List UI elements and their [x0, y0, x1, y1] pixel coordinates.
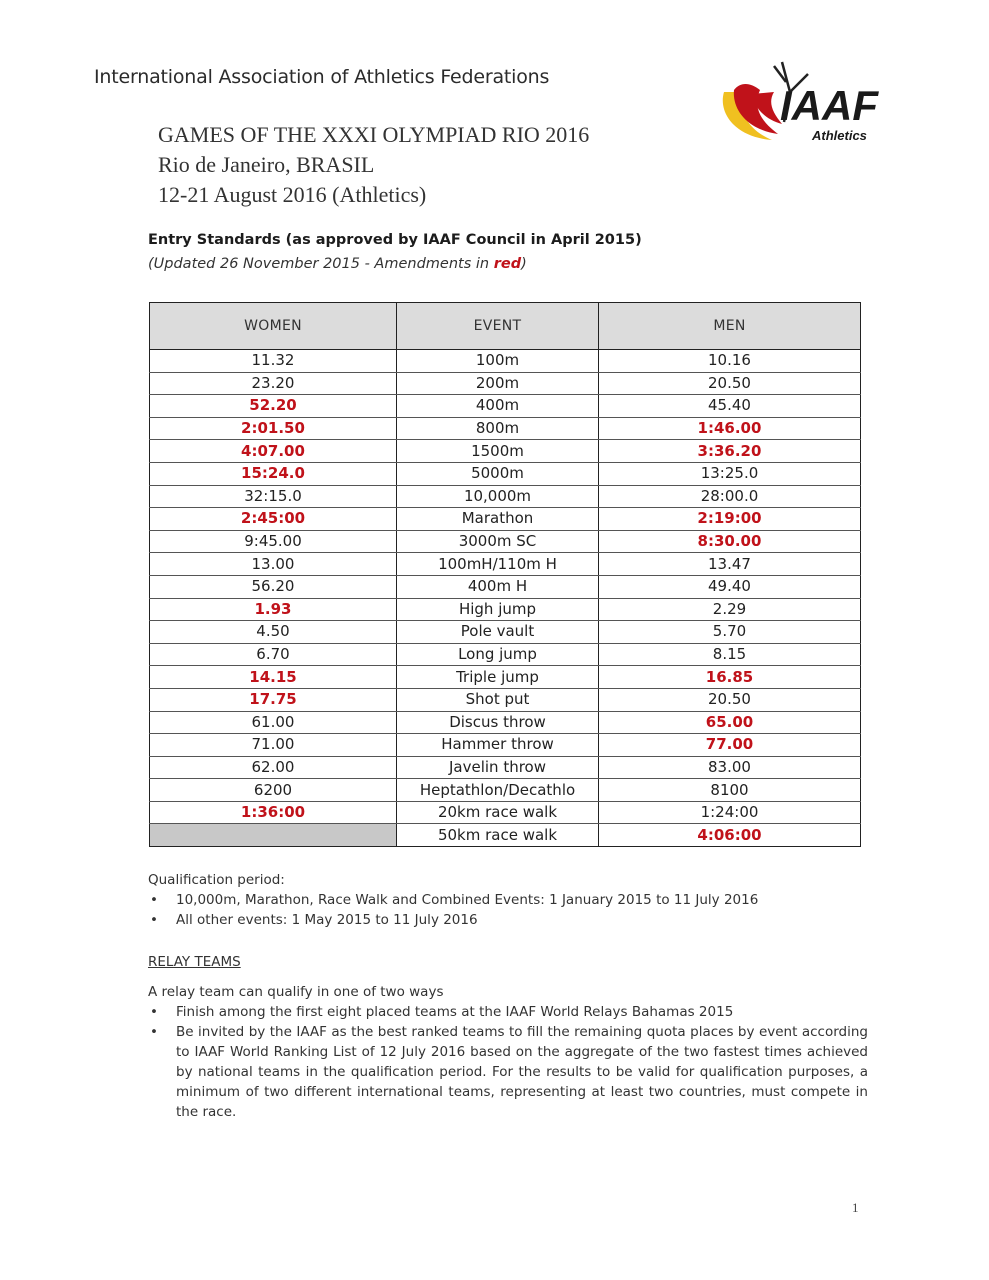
table-row	[150, 485, 861, 508]
table-row	[150, 734, 861, 757]
event-name-cell: 20km race walk	[397, 801, 599, 824]
table-row	[150, 372, 861, 395]
table-row	[150, 575, 861, 598]
men-standard-cell: 1:24:00	[599, 801, 861, 824]
event-name-cell: 200m	[397, 372, 599, 395]
men-standard-cell: 20.50	[599, 372, 861, 395]
table-row	[150, 711, 861, 734]
logo-subtext: Athletics	[812, 128, 867, 143]
women-standard-cell: 13.00	[150, 553, 397, 576]
event-name-cell: Marathon	[397, 508, 599, 531]
subtitle-red-word: red	[493, 256, 522, 272]
bullet-dot: •	[150, 892, 158, 908]
event-name-cell: 100m	[397, 350, 599, 373]
men-standard-cell: 8:30.00	[599, 530, 861, 553]
event-name-cell: 1500m	[397, 440, 599, 463]
table-row	[150, 621, 861, 644]
entry-standards-table	[149, 302, 861, 847]
event-name-cell: 5000m	[397, 462, 599, 485]
relay-teams-heading: RELAY TEAMS	[148, 954, 241, 970]
table-row	[150, 643, 861, 666]
men-standard-cell: 4:06:00	[599, 824, 861, 847]
women-standard-cell: 9:45.00	[150, 530, 397, 553]
entry-standards-subtitle	[148, 256, 527, 272]
event-name-cell: 100mH/110m H	[397, 553, 599, 576]
women-standard-cell: 15:24.0	[150, 462, 397, 485]
iaaf-logo	[712, 52, 902, 152]
table-row	[150, 350, 861, 373]
men-standard-cell: 3:36.20	[599, 440, 861, 463]
event-name-cell: Hammer throw	[397, 734, 599, 757]
women-standard-cell: 6.70	[150, 643, 397, 666]
table-row	[150, 530, 861, 553]
men-standard-cell: 45.40	[599, 395, 861, 418]
men-standard-cell: 8100	[599, 779, 861, 802]
women-standard-cell: 14.15	[150, 666, 397, 689]
games-location: Rio de Janeiro, BRASIL	[158, 152, 375, 177]
women-standard-cell: 11.32	[150, 350, 397, 373]
event-name-cell: 3000m SC	[397, 530, 599, 553]
women-standard-cell: 52.20	[150, 395, 397, 418]
women-standard-cell: 32:15.0	[150, 485, 397, 508]
event-name-cell: 400m H	[397, 575, 599, 598]
men-standard-cell: 2:19:00	[599, 508, 861, 531]
women-standard-cell: 17.75	[150, 688, 397, 711]
qualification-item: • 10,000m, Marathon, Race Walk and Combined Events: 1 January 2015 to 11 July 2016	[150, 892, 759, 908]
games-title: GAMES OF THE XXXI OLYMPIAD RIO 2016	[158, 122, 590, 147]
men-standard-cell: 5.70	[599, 621, 861, 644]
women-standard-cell: 56.20	[150, 575, 397, 598]
event-name-cell: Shot put	[397, 688, 599, 711]
event-name-cell: Javelin throw	[397, 756, 599, 779]
men-standard-cell: 77.00	[599, 734, 861, 757]
table-row	[150, 553, 861, 576]
men-standard-cell: 20.50	[599, 688, 861, 711]
event-name-cell: Discus throw	[397, 711, 599, 734]
relay-item: • Be invited by the IAAF as the best ranked teams to fill the remaining quota places by event according to IAAF World Ranking List of 12 July 2016 based on the aggregate of the two fastest times achieved by national teams in the qualification period. For the results to be valid for qualification purposes, a minimum of two different international teams, representing at least two countries, must compete in the race.	[150, 1024, 868, 1120]
men-standard-cell: 16.85	[599, 666, 861, 689]
table-row	[150, 801, 861, 824]
men-standard-cell: 83.00	[599, 756, 861, 779]
event-name-cell: High jump	[397, 598, 599, 621]
page-number: 1	[852, 1200, 859, 1215]
women-standard-cell: 23.20	[150, 372, 397, 395]
qualification-heading: Qualification period:	[148, 872, 285, 888]
table-row	[150, 395, 861, 418]
women-standard-cell: 61.00	[150, 711, 397, 734]
women-standard-cell: 71.00	[150, 734, 397, 757]
table-row	[150, 779, 861, 802]
women-standard-cell: 2:01.50	[150, 417, 397, 440]
logo-text: IAAF	[780, 82, 878, 129]
header-men: MEN	[599, 303, 861, 350]
women-standard-cell: 4:07.00	[150, 440, 397, 463]
event-name-cell: 50km race walk	[397, 824, 599, 847]
men-standard-cell: 1:46.00	[599, 417, 861, 440]
games-block	[158, 120, 589, 210]
women-standard-cell: 6200	[150, 779, 397, 802]
table-row	[150, 598, 861, 621]
event-name-cell: 400m	[397, 395, 599, 418]
qualification-item: • All other events: 1 May 2015 to 11 July 2016	[150, 912, 478, 928]
event-name-cell: Triple jump	[397, 666, 599, 689]
men-standard-cell: 49.40	[599, 575, 861, 598]
women-standard-cell: 1:36:00	[150, 801, 397, 824]
subtitle-prefix: (Updated 26 November 2015 - Amendments in	[148, 256, 494, 272]
men-standard-cell: 13.47	[599, 553, 861, 576]
event-name-cell: 10,000m	[397, 485, 599, 508]
event-name-cell: Pole vault	[397, 621, 599, 644]
games-dates: 12-21 August 2016 (Athletics)	[158, 182, 427, 207]
event-name-cell: 800m	[397, 417, 599, 440]
bullet-dot: •	[150, 1024, 158, 1040]
table-header-row	[150, 303, 861, 350]
bullet-dot: •	[150, 1004, 158, 1020]
relay-item: • Finish among the first eight placed teams at the IAAF World Relays Bahamas 2015	[150, 1004, 734, 1020]
women-standard-cell: 4.50	[150, 621, 397, 644]
women-standard-cell: 2:45:00	[150, 508, 397, 531]
event-name-cell: Long jump	[397, 643, 599, 666]
notes-section	[148, 870, 868, 1122]
women-standard-cell: 62.00	[150, 756, 397, 779]
women-standard-cell: 1.93	[150, 598, 397, 621]
table-row	[150, 666, 861, 689]
men-standard-cell: 2.29	[599, 598, 861, 621]
bullet-dot: •	[150, 912, 158, 928]
men-standard-cell: 10.16	[599, 350, 861, 373]
entry-standards-title: Entry Standards (as approved by IAAF Council in April 2015)	[148, 232, 642, 248]
table-row	[150, 417, 861, 440]
table-row	[150, 688, 861, 711]
org-name: International Association of Athletics Federations	[94, 66, 550, 88]
men-standard-cell: 28:00.0	[599, 485, 861, 508]
header-women: WOMEN	[150, 303, 397, 350]
men-standard-cell: 13:25.0	[599, 462, 861, 485]
table-body	[150, 350, 861, 847]
subtitle-suffix: )	[521, 256, 527, 272]
relay-intro: A relay team can qualify in one of two ways	[148, 984, 444, 1000]
event-name-cell: Heptathlon/Decathlo	[397, 779, 599, 802]
table-row	[150, 462, 861, 485]
table-row	[150, 824, 861, 847]
table-row	[150, 508, 861, 531]
table-row	[150, 756, 861, 779]
men-standard-cell: 65.00	[599, 711, 861, 734]
men-standard-cell: 8.15	[599, 643, 861, 666]
women-standard-cell	[150, 824, 397, 847]
table-row	[150, 440, 861, 463]
header-event: EVENT	[397, 303, 599, 350]
